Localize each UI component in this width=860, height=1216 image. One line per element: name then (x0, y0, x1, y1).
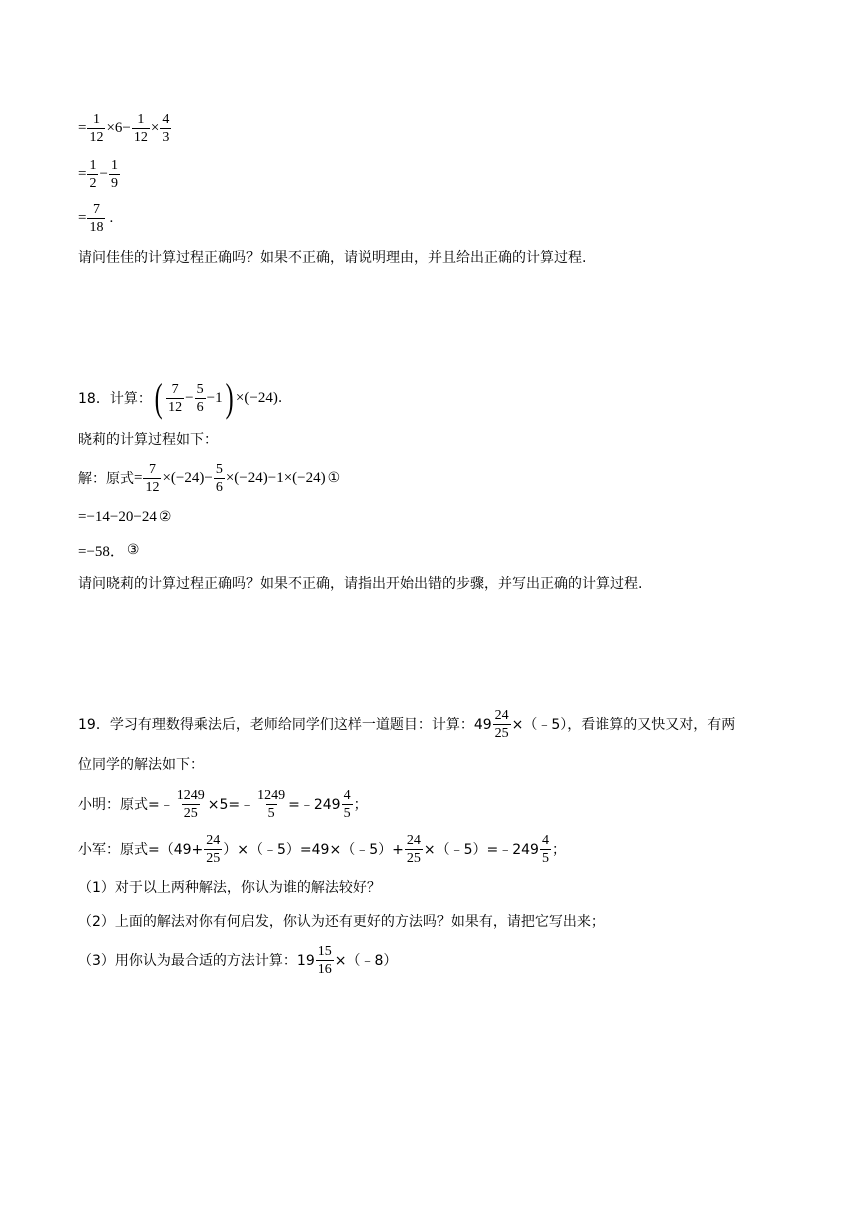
fraction: $\frac{4}{3}$ (162, 111, 170, 145)
p19-text: ×（﹣5），看谁算的又快又对，有两 (511, 717, 736, 733)
xiaoming-text: ×5=﹣ (207, 797, 255, 813)
left-paren: ( (154, 375, 163, 420)
step-marker: ① (327, 470, 341, 486)
fraction: $\frac{4}{5}$ (343, 787, 351, 821)
fraction: $\frac{7}{12}$ (145, 461, 160, 495)
fraction: $\frac{24}{25}$ (206, 832, 221, 866)
fraction: $\frac{1249}{5}$ (257, 787, 286, 821)
step-marker: ② (158, 509, 172, 525)
p18-question: 请问晓莉的计算过程正确吗？如果不正确，请指出开始出错的步骤，并写出正确的计算过程. (78, 576, 643, 592)
operator-text: −1 (206, 389, 223, 406)
p19-q1: （1）对于以上两种解法，你认为谁的解法较好？ (78, 880, 381, 896)
solution-label: 解：原式 (78, 471, 134, 487)
fraction: $\frac{7}{18}$ (89, 201, 104, 235)
p18-title-line (78, 376, 282, 420)
q3-text: （3）用你认为最合适的方法计算：19 (78, 953, 315, 969)
fraction: $\frac{4}{5}$ (541, 832, 549, 866)
right-paren: ) (225, 375, 234, 420)
operator-text: − (185, 389, 194, 406)
xiaoming-text: =﹣249 (288, 797, 341, 813)
p18-step3 (78, 539, 139, 561)
fraction: $\frac{5}{6}$ (196, 381, 204, 415)
period: . (277, 390, 283, 406)
fraction: $\frac{1}{2}$ (89, 157, 97, 191)
p19-line2: 位同学的解法如下： (78, 757, 204, 773)
q3-text: ×（﹣8） (334, 953, 398, 969)
operator-text: ×(−24)− (162, 469, 213, 486)
p17-step3 (78, 154, 121, 194)
p19-q2: （2）上面的解法对你有何启发，你认为还有更好的方法吗？如果有，请把它写出来； (78, 914, 605, 930)
operator-text: − (99, 165, 108, 182)
p19-text: 19．学习有理数得乘法后，老师给同学们这样一道题目：计算：49 (78, 717, 492, 733)
fraction: $\frac{1}{12}$ (89, 111, 104, 145)
xiaoming-text: 小明：原式=﹣ (78, 797, 174, 813)
fraction: $\frac{1249}{25}$ (176, 787, 205, 821)
xiaojun-text: ×（﹣5）=﹣249 (423, 842, 539, 858)
operator-text: ×6− (106, 119, 131, 136)
equals: = (134, 469, 143, 486)
xiaoming-text: ； (353, 797, 368, 813)
p18-step1 (78, 458, 340, 498)
operator-text: × (150, 119, 160, 136)
xiaojun-text: ）×（﹣5）=49×（﹣5）+ (223, 842, 404, 858)
equals: = (78, 165, 87, 182)
p18-intro: 晓莉的计算过程如下： (78, 432, 218, 448)
step-text: =−14−20−24 (78, 508, 157, 525)
fraction: $\frac{5}{6}$ (215, 461, 223, 495)
p19-line1 (78, 704, 735, 744)
step-marker: ③ (126, 542, 140, 558)
p17-step2 (78, 108, 172, 148)
p18-step2 (78, 506, 171, 528)
p19-xiaoming (78, 784, 368, 824)
equals: = (78, 209, 87, 226)
operator-text: ×(−24)−1×(−24) (225, 469, 326, 486)
fraction: $\frac{24}{25}$ (494, 707, 509, 741)
xiaojun-text: ； (551, 842, 566, 858)
operator-text: ×(−24) (235, 389, 278, 406)
fraction: $\frac{1}{9}$ (110, 157, 118, 191)
p18-title: 18．计算： (78, 391, 152, 407)
p19-xiaojun (78, 829, 566, 869)
p17-question: 请问佳佳的计算过程正确吗？如果不正确，请说明理由，并且给出正确的计算过程. (78, 250, 587, 266)
xiaojun-text: 小军：原式=（49+ (78, 842, 204, 858)
fraction: $\frac{15}{16}$ (317, 943, 332, 977)
fraction: $\frac{7}{12}$ (168, 381, 183, 415)
p17-step4 (78, 198, 113, 238)
p19-q3 (78, 940, 397, 980)
fraction: $\frac{1}{12}$ (133, 111, 148, 145)
step-text: =−58． (78, 543, 125, 560)
fraction: $\frac{24}{25}$ (406, 832, 421, 866)
equals: = (78, 119, 87, 136)
period: . (109, 209, 114, 226)
